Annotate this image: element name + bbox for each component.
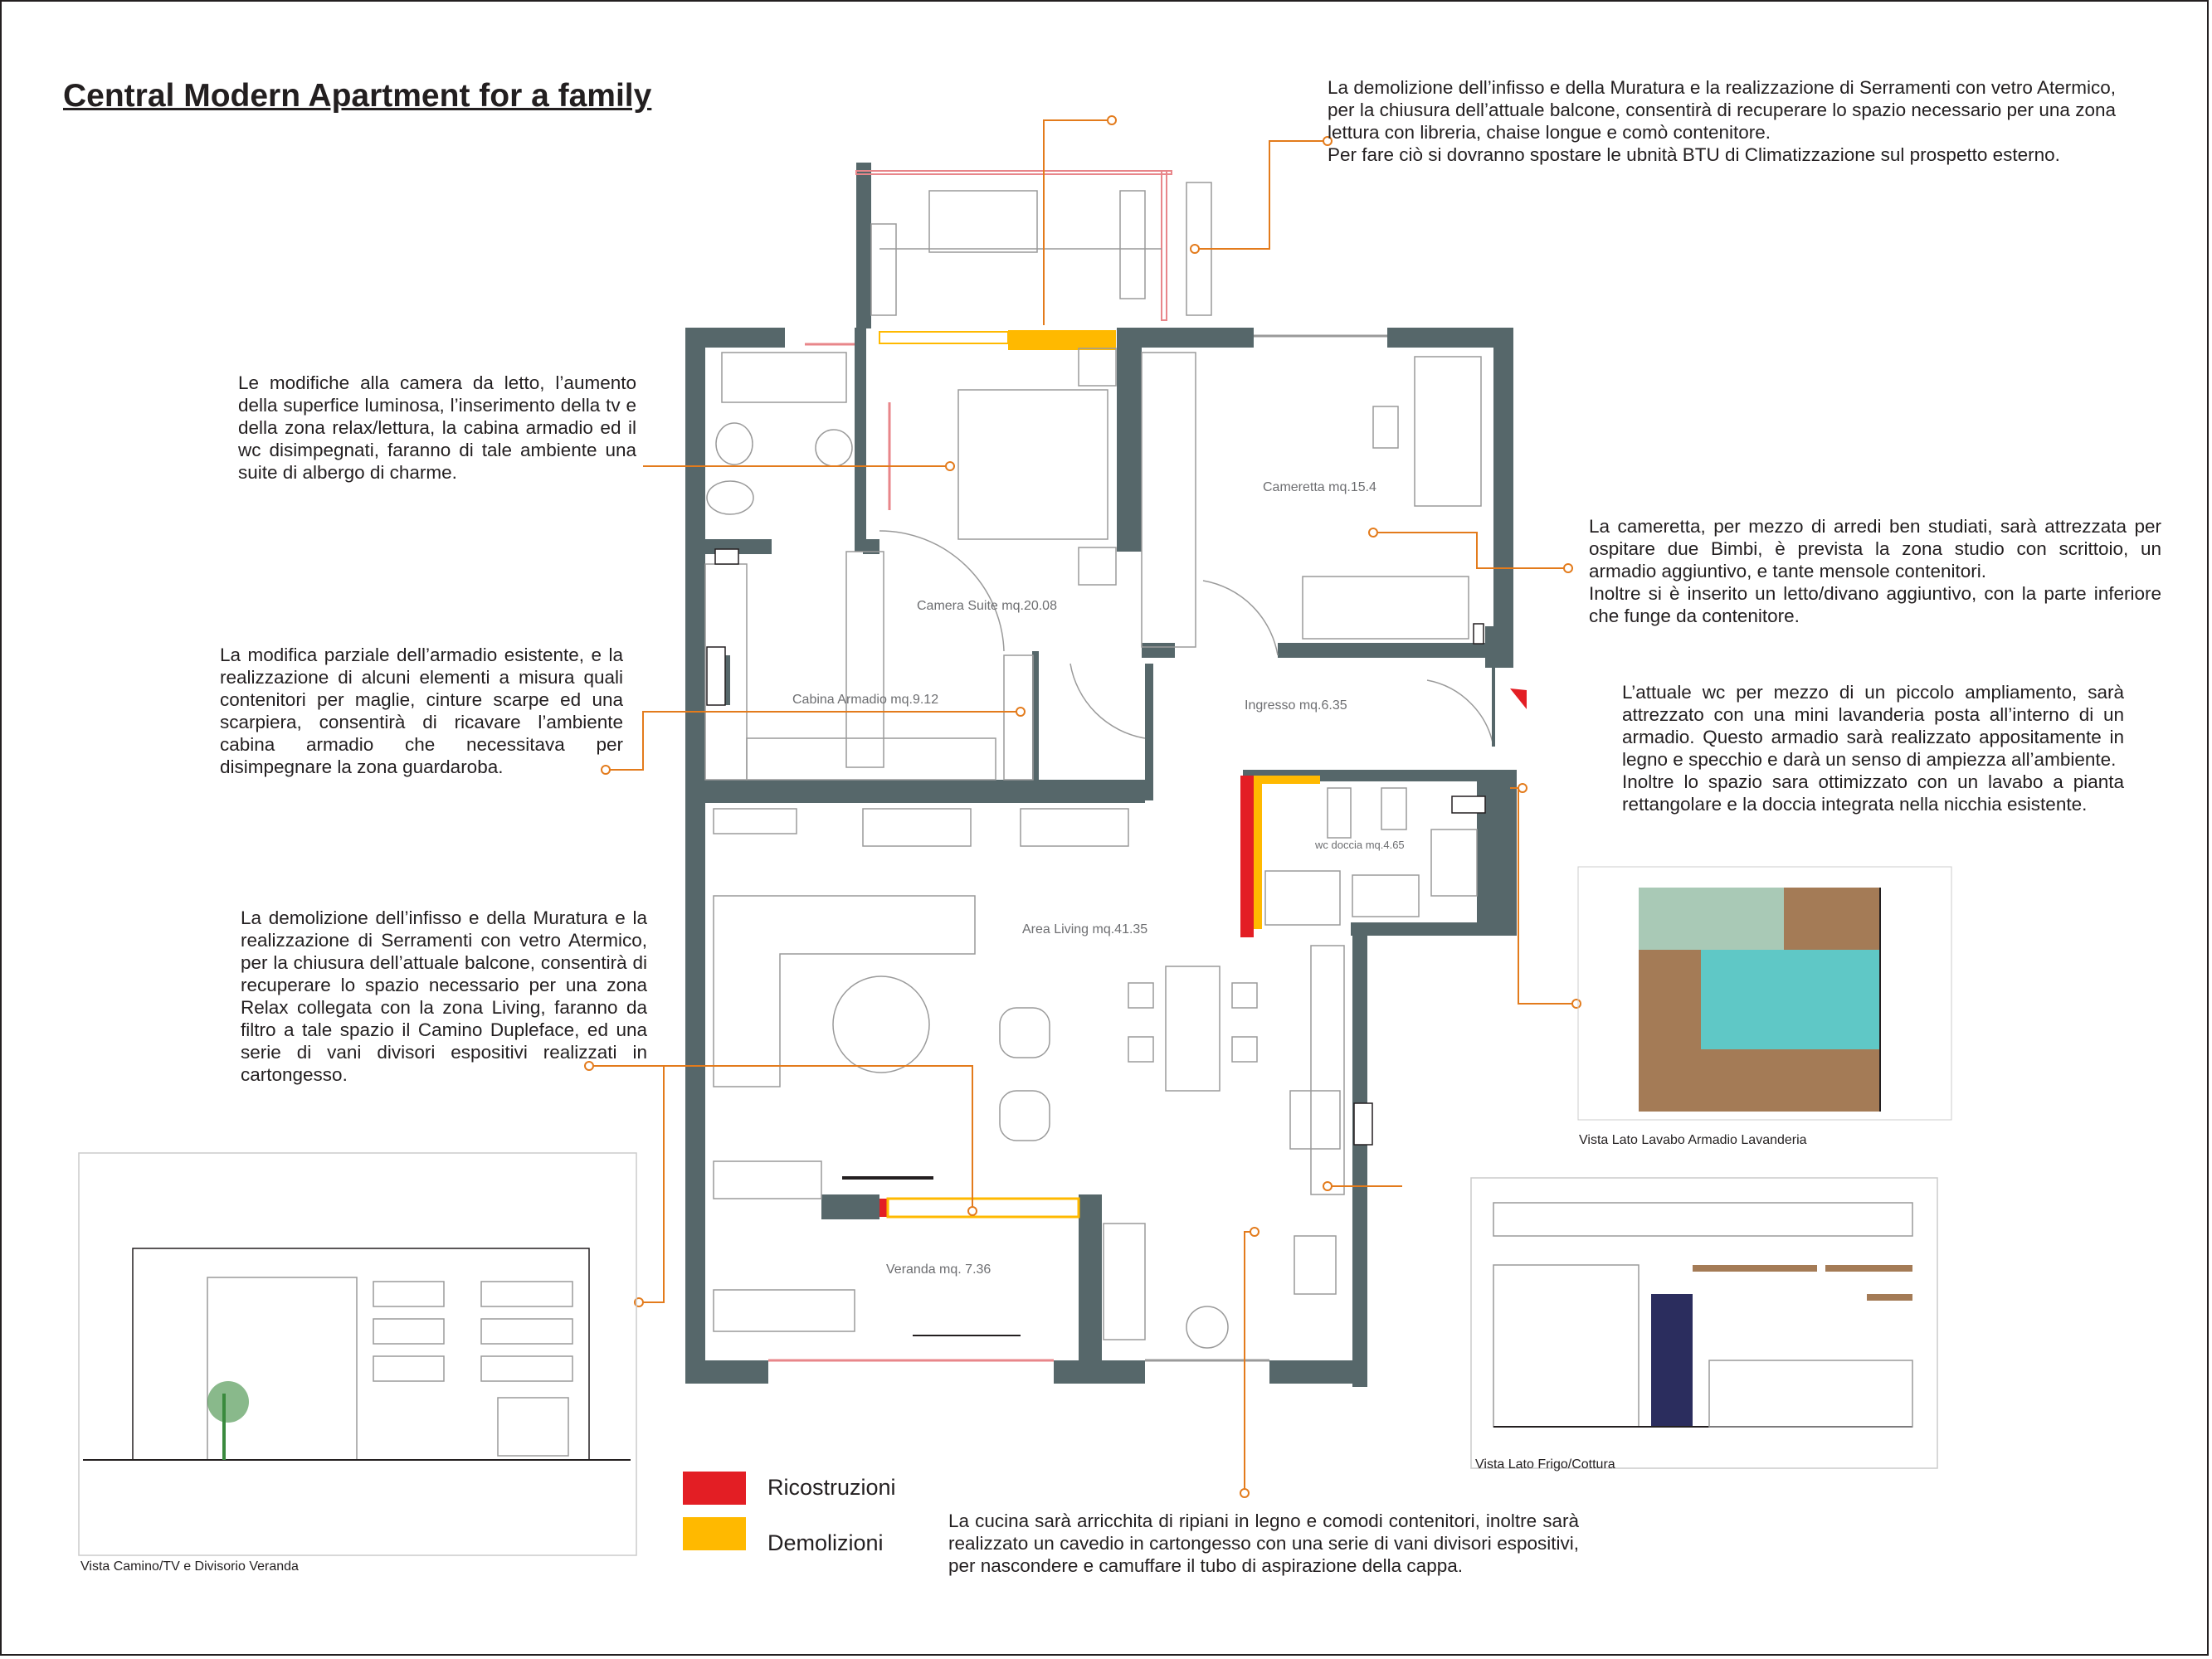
wall-niche-kids: [1474, 624, 1484, 644]
elevation-frigo: [1471, 1178, 1937, 1468]
wall-wc-south: [1351, 922, 1517, 936]
note-kids-p1: La cameretta, per mezzo di arredi ben studiati, sarà attrezzata per ospitare due Bimbi, è prevista la zona studio con scrittoio, un armadio aggiuntivo, e tante mensole contenitori.: [1589, 516, 2161, 581]
legend-swatch-ricostruzioni: [683, 1472, 746, 1505]
wall-north-kids-left: [1117, 328, 1254, 348]
room-label-cameretta: Cameretta mq.15.4: [1263, 480, 1376, 494]
sofa: [714, 896, 975, 1087]
note-wc: [1622, 681, 2124, 815]
note-wc-p1: L’attuale wc per mezzo di un piccolo ampliamento, sarà attrezzato con una mini lavanderia posta all’interno di un armadio. Questo armadio sarà realizzato appositamente in legno e specchio e darà un senso di ampiezza all’ambiente.: [1622, 682, 2124, 770]
leader-kitchen: [1245, 1232, 1255, 1493]
elevation-camino-wall: [133, 1248, 589, 1460]
armchair-b: [1000, 1091, 1050, 1141]
chair-1: [1128, 983, 1153, 1008]
elevation-camino: [79, 1153, 636, 1555]
living-shelf-a: [714, 809, 797, 834]
niche-5: [481, 1319, 572, 1344]
washbasin: [1352, 875, 1419, 917]
panel-plaid: [1639, 950, 1701, 1112]
room-label-veranda: Veranda mq. 7.36: [886, 1262, 992, 1277]
shower: [1431, 830, 1477, 896]
top-cabinets: [1493, 1203, 1912, 1236]
note-kids: [1589, 515, 2161, 627]
note-living: [241, 907, 647, 1086]
veranda-divider: [207, 1277, 357, 1460]
shelf-wood-a: [1693, 1265, 1817, 1272]
entrance-door: [1427, 680, 1493, 747]
demolizioni-window-frame: [879, 332, 1008, 343]
kitchen-tall-units: [1311, 946, 1344, 1194]
balcony-wall-left: [856, 163, 871, 328]
wall-niche-wc: [1452, 796, 1485, 813]
tall-cabinets: [1493, 1265, 1639, 1427]
armchair-a: [1000, 1008, 1050, 1058]
fridge-navy: [1651, 1294, 1693, 1427]
leader-kids: [1373, 533, 1568, 568]
panel-mint-top: [1639, 888, 1784, 950]
niche-4: [481, 1282, 572, 1306]
toilet: [707, 481, 753, 514]
note-balcony: [1328, 76, 2116, 166]
room-label-cabina: Cabina Armadio mq.9.12: [792, 693, 939, 707]
wall-ingresso-west: [1145, 664, 1153, 800]
note-wardrobe: [220, 644, 623, 778]
cabina-shoe-rack: [1004, 655, 1033, 780]
leader-balcony-b: [1195, 141, 1328, 249]
panel-wood-bottom: [1784, 1049, 1879, 1112]
note-bedroom: [238, 372, 636, 484]
note-wardrobe-p1: La modifica parziale dell’armadio esistente, e la realizzazione di alcuni elementi a misura quali contenitori per maglie, cinture scarpe ed una scarpiera, consentirà di ricavare l’ambiente cabina armadio che necessitava per disimpegnare la zona guardaroba.: [220, 645, 623, 777]
note-kitchen-p1: La cucina sarà arricchita di ripiani in legno e comodi contenitori, inoltre sarà realizzato un cavedio in cartongesso con una serie di vani divisori espositivi, per nascondere e camuffare il tubo di aspirazione della cappa.: [948, 1511, 1579, 1576]
commode: [1120, 191, 1145, 299]
laundry-cabinet: [1265, 871, 1340, 925]
note-living-p1: La demolizione dell’infisso e della Muratura e la realizzazione di Serramenti con vetro Atermico, per la chiusura dell’attuale balcone, consentirà di recuperare lo spazio necessario per una zona Relax collegata con la zona Living, faranno da filtro a tale spazio il Camino Dupleface, ed una serie di vani divisori espositivi realizzati in cartongesso.: [241, 907, 647, 1085]
wall-south-veranda-left: [685, 1360, 768, 1384]
kids-door: [1203, 581, 1278, 655]
wall-west: [685, 328, 705, 1381]
note-kitchen: [948, 1510, 1579, 1577]
elevation-frigo-frame: [1471, 1178, 1937, 1468]
wall-bath-suite: [855, 328, 866, 552]
panel-mirror: [1701, 950, 1879, 1049]
wall-east-living: [1352, 922, 1367, 1387]
kitchen-sink: [1186, 1306, 1228, 1348]
balcony-window-right: [1162, 171, 1167, 320]
shelf-wood-b: [1825, 1265, 1912, 1272]
cabina-storage-bottom: [747, 738, 996, 780]
kids-wardrobe: [1142, 353, 1196, 647]
kids-bed-top: [1415, 357, 1481, 506]
niche-6: [481, 1356, 572, 1381]
cavedio: [1104, 1224, 1145, 1340]
wall-north-wc: [685, 328, 785, 348]
wall-niche: [1354, 1103, 1372, 1145]
leader-wc-a: [1510, 788, 1576, 1004]
double-bed: [958, 390, 1108, 539]
elevation-lavabo: [1578, 867, 1951, 1120]
wall-veranda-east: [1079, 1194, 1102, 1384]
caption-camino: Vista Camino/TV e Divisorio Veranda: [80, 1559, 299, 1574]
entrance-arrow-icon: [1510, 688, 1527, 709]
demolizioni-balcony: [1008, 330, 1116, 350]
leader-living: [589, 1066, 972, 1211]
ingresso-door: [1070, 664, 1145, 738]
wall-kids-south-right: [1278, 643, 1493, 658]
wall-niche-bath: [715, 549, 738, 564]
chair-2: [1128, 1037, 1153, 1062]
study-chair: [1373, 406, 1398, 448]
bookcase: [871, 224, 896, 315]
kids-bed-bottom: [1303, 577, 1469, 639]
shelf-wood-c: [1867, 1294, 1912, 1301]
note-wc-p2: Inoltre lo spazio sara ottimizzato con un lavabo a pianta rettangolare e la doccia integrata nella nicchia esistente.: [1622, 771, 2124, 815]
nightstand-top: [1079, 348, 1116, 386]
room-label-wc: wc doccia mq.4.65: [1315, 839, 1405, 851]
note-bedroom-p1: Le modifiche alla camera da letto, l’aumento della superfice luminosa, l’inserimento della tv e della zona relax/lettura, la cabina armadio ed il wc disimpegnati, faranno di tale ambiente una suite di albergo di charme.: [238, 372, 636, 483]
living-shelf-b: [863, 809, 971, 846]
bidet-fixture: [1381, 788, 1406, 830]
legend-label-demolizioni: Demolizioni: [767, 1530, 884, 1555]
chaise-longue: [929, 191, 1037, 252]
room-label-ingresso: Ingresso mq.6.35: [1245, 698, 1347, 713]
dining-table: [1166, 966, 1220, 1091]
bathtub: [722, 353, 846, 402]
page-title: Central Modern Apartment for a family: [63, 78, 652, 114]
panel-edge: [1879, 888, 1881, 1112]
panel-wood-top: [1784, 888, 1879, 950]
fireplace-front: [498, 1398, 568, 1456]
ricostruzioni-wall-wc: [1240, 776, 1254, 937]
nightstand-bottom: [1079, 547, 1116, 585]
chair-3: [1232, 983, 1257, 1008]
note-kids-p2: Inoltre si è inserito un letto/divano aggiuntivo, con la parte inferiore che funge da contenitore.: [1589, 583, 2161, 626]
wall-suite-kids: [1117, 328, 1142, 552]
bidet: [716, 423, 753, 465]
room-label-living: Area Living mq.41.35: [1022, 922, 1148, 937]
niche-2: [373, 1319, 444, 1344]
leader-balcony-a: [1044, 120, 1112, 325]
plant-icon: [207, 1381, 249, 1423]
wall-cabina-south: [705, 780, 1145, 803]
base-units: [1709, 1360, 1912, 1427]
legend-swatch-demolizioni: [683, 1517, 746, 1550]
wardrobe-suite: [846, 552, 884, 767]
wall-niche-west: [707, 647, 725, 705]
wall-kids-south-left: [1142, 643, 1175, 658]
demolizioni-veranda-window: [888, 1199, 1079, 1217]
demolizioni-wall-wc-top: [1254, 776, 1320, 784]
sink: [816, 430, 852, 466]
chair-4: [1232, 1037, 1257, 1062]
note-balcony-p2: Per fare ciò si dovranno spostare le ubnità BTU di Climatizzazione sul prospetto esterno.: [1328, 144, 2060, 165]
wc-fixture: [1328, 788, 1351, 838]
legend-label-ricostruzioni: Ricostruzioni: [767, 1475, 896, 1500]
veranda-daybed: [714, 1290, 855, 1331]
elevation-camino-frame: [79, 1153, 636, 1555]
note-balcony-p1: La demolizione dell’infisso e della Muratura e la realizzazione di Serramenti con vetro Atermico, per la chiusura dell’attuale balcone, consentirà di recuperare lo spazio necessario per una zona lettura con libreria, chaise longue e comò contenitore.: [1328, 77, 2116, 143]
floor-plan: [685, 163, 1527, 1387]
niche-1: [373, 1282, 444, 1306]
wall-south-kitchen-right: [1269, 1360, 1365, 1384]
leader-living-b: [639, 1066, 664, 1302]
caption-lavabo: Vista Lato Lavabo Armadio Lavanderia: [1579, 1133, 1807, 1147]
wall-east-kids: [1493, 328, 1513, 668]
niche-3: [373, 1356, 444, 1381]
living-shelf-c: [1021, 809, 1128, 846]
tv-cabinet: [714, 1161, 821, 1199]
caption-frigo: Vista Lato Frigo/Cottura: [1475, 1457, 1615, 1472]
wall-wc-east: [1477, 770, 1517, 936]
balcony-window-top: [856, 171, 1172, 174]
coffee-table: [833, 976, 929, 1073]
panel-drawers: [1701, 1049, 1784, 1112]
demolizioni-wall-wc-side: [1254, 784, 1262, 929]
fridge: [1290, 1091, 1340, 1149]
wall-fireplace: [821, 1194, 879, 1219]
leader-wardrobe: [606, 712, 1021, 770]
cooktop: [1294, 1236, 1336, 1294]
room-label-suite: Camera Suite mq.20.08: [917, 599, 1057, 613]
suite-door: [879, 531, 1004, 651]
